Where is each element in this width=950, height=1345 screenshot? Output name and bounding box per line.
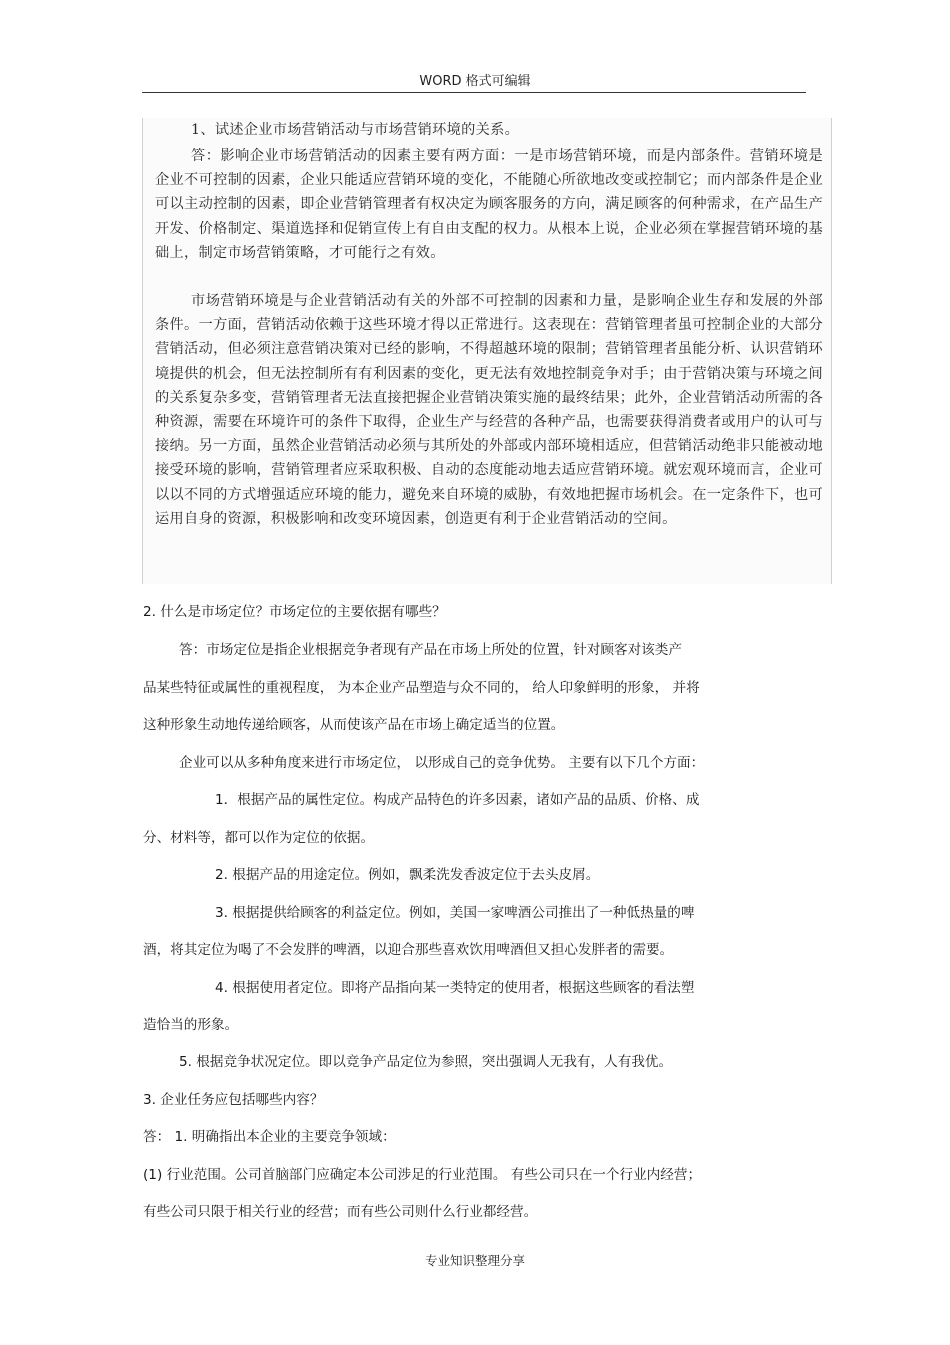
page-header: WORD 格式可编辑	[419, 74, 531, 89]
list-item-2: 2. 根据产品的用途定位。例如，飘柔洗发香波定位于去头皮屑。	[215, 867, 600, 883]
header-divider	[142, 92, 806, 93]
question-2-heading: 2. 什么是市场定位？市场定位的主要依据有哪些？	[143, 604, 446, 620]
page-footer: 专业知识整理分享	[424, 1253, 525, 1268]
answer-3-line: (1) 行业范围。公司首脑部门应确定本公司涉足的行业范围。 有些公司只在一个行业内经营；	[143, 1167, 702, 1183]
list-item-3-cont: 酒，将其定位为喝了不会发胖的啤酒，以迎合那些喜欢饮用啤酒但又担心发胖者的需要。	[143, 942, 674, 958]
answer-2-line: 答：市场定位是指企业根据竞争者现有产品在市场上所处的位置，针对顾客对该类产	[179, 642, 682, 658]
scan-question: 1、试述企业市场营销活动与市场营销环境的关系。	[191, 122, 520, 138]
scan-paragraph-2: 市场营销环境是与企业营销活动有关的外部不可控制的因素和力量，是影响企业生存和发展的外部条件。一方面，营销活动依赖于这些环境才得以正常进行。这表现在：营销管理者虽可控制企业的大部分营销活动，但必须注意营销决策对已经的影响，不得超越环境的限制；营销管理者虽能分析、认识营销环境提供的机会，但无法控制所有有利因素的变化，更无法有效地控制竞争对手；由于营销决策与环境之间的关系复杂多变，营销管理者无法直接把握企业营销决策实施的最终结果；此外，企业营销活动所需的各种资源，需要在环境许可的条件下取得，企业生产与经营的各种产品，也需要获得消费者或用户的认可与接纳。另一方面，虽然企业营销活动必须与其所处的外部或内部环境相适应，但营销活动绝非只能被动地接受环境的影响，营销管理者应采取积极、自动的态度能动地去适应营销环境。就宏观环境而言，企业可以以不同的方式增强适应环境的能力，避免来自环境的威胁，有效地把握市场机会。在一定条件下，也可运用自身的资源，积极影响和改变环境因素，创造更有利于企业营销活动的空间。	[155, 293, 823, 527]
list-item-3: 3. 根据提供给顾客的利益定位。例如，美国一家啤酒公司推出了一种低热量的啤	[215, 905, 695, 921]
scan-paragraph-1: 答：影响企业市场营销活动的因素主要有两方面：一是市场营销环境，而是内部条件。营销环境是企业不可控制的因素，企业只能适应营销环境的变化，不能随心所欲地改变或控制它；而内部条件是企业可以主动控制的因素，即企业营销管理者有权决定为顾客服务的方向，满足顾客的何种需求，在产品生产开发、价格制定、渠道选择和促销宣传上有自由支配的权力。从根本上说，企业必须在掌握营销环境的基础上，制定市场营销策略，才可能行之有效。	[155, 148, 823, 261]
list-item-4: 4. 根据使用者定位。即将产品指向某一类特定的使用者，根据这些顾客的看法塑	[215, 980, 695, 996]
answer-3-line: 有些公司只限于相关行业的经营；而有些公司则什么行业都经营。	[143, 1204, 538, 1220]
question-3-heading: 3. 企业任务应包括哪些内容？	[143, 1092, 324, 1108]
list-item-1-cont: 分、材料等，都可以作为定位的依据。	[143, 830, 375, 846]
list-item-4-cont: 造恰当的形象。	[143, 1017, 239, 1033]
answer-2-line: 品某些特征或属性的重视程度， 为本企业产品塑造与众不同的， 给人印象鲜明的形象， 并将	[143, 680, 700, 696]
answer-2-line: 企业可以从多种角度来进行市场定位， 以形成自己的竞争优势。 主要有以下几个方面：	[179, 755, 705, 771]
answer-3-line: 答： 1. 明确指出本企业的主要竞争领域：	[143, 1129, 396, 1145]
answer-2-line: 这种形象生动地传递给顾客，从而使该产品在市场上确定适当的位置。	[143, 717, 565, 733]
list-item-1: 1．根据产品的属性定位。构成产品特色的许多因素，诸如产品的品质、价格、成	[215, 792, 700, 808]
list-item-5: 5. 根据竞争状况定位。即以竞争产品定位为参照，突出强调人无我有，人有我优。	[179, 1054, 673, 1070]
scanned-text-image	[142, 118, 832, 584]
